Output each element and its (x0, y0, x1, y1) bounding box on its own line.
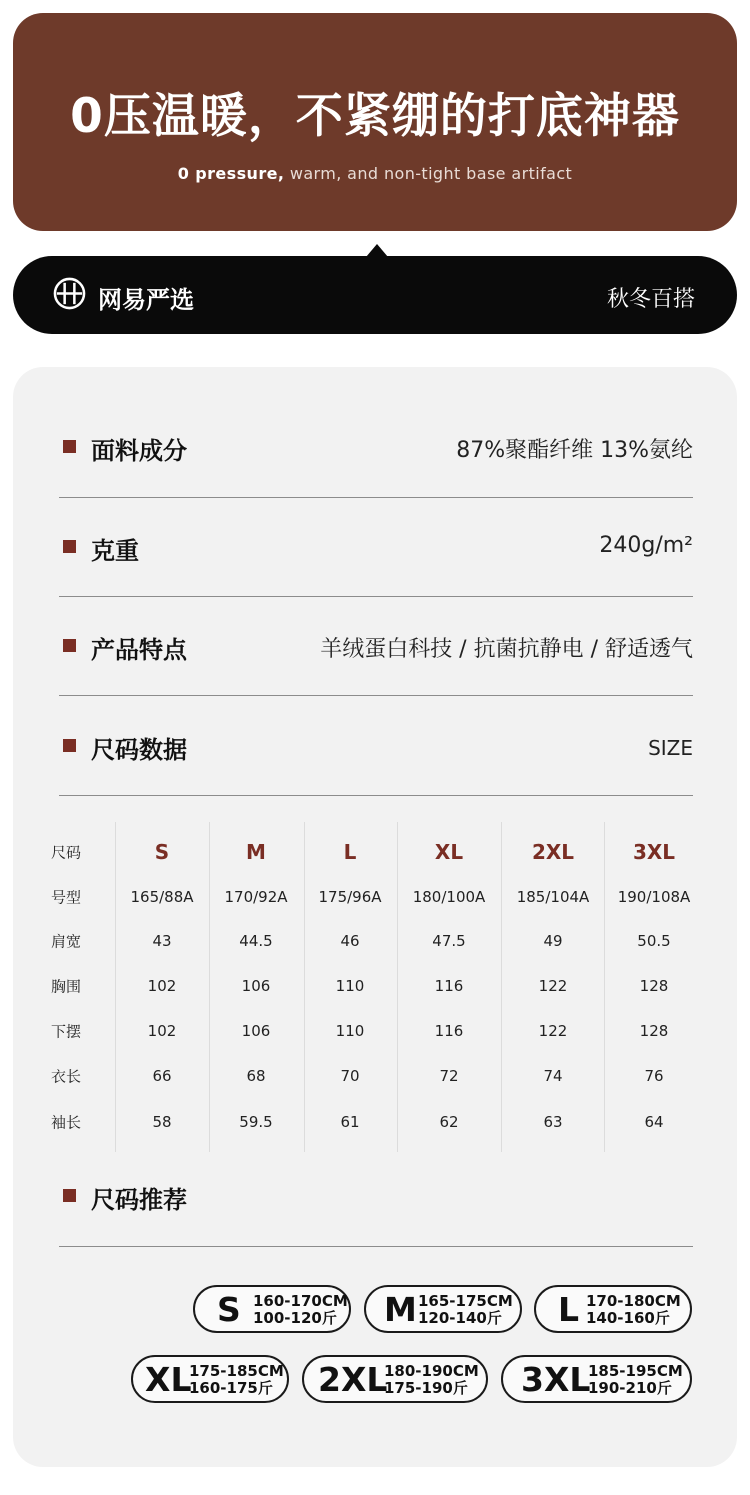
table-cell: 70 (340, 1067, 360, 1085)
pill-weight: 100-120斤 (253, 1309, 337, 1327)
pill-size: L (558, 1290, 580, 1329)
size-pill-m (364, 1285, 522, 1333)
table-row-label: 肩宽 (50, 932, 82, 951)
table-cell: 110 (335, 977, 365, 995)
table-cell: 50.5 (637, 932, 671, 950)
divider (59, 1246, 693, 1247)
table-cell: 165/88A (130, 888, 194, 906)
table-cell: 43 (152, 932, 172, 950)
table-cell: 76 (644, 1067, 664, 1085)
table-cell: 185/104A (516, 888, 590, 906)
divider (59, 795, 693, 796)
table-cell: 61 (340, 1113, 360, 1131)
divider (59, 695, 693, 696)
table-cell: 46 (340, 932, 360, 950)
banner-subtitle-rest: warm, and non-tight base artifact (284, 164, 573, 183)
table-size-header: 2XL (531, 840, 575, 864)
table-cell: 49 (543, 932, 563, 950)
table-cell: 59.5 (239, 1113, 273, 1131)
pill-weight: 175-190斤 (384, 1379, 468, 1397)
table-cell: 110 (335, 1022, 365, 1040)
table-size-header: XL (434, 840, 464, 864)
pill-weight: 140-160斤 (586, 1309, 670, 1327)
divider (59, 596, 693, 597)
table-column-separator (304, 822, 305, 1152)
brand-bar (13, 256, 737, 334)
table-cell: 180/100A (412, 888, 486, 906)
table-cell: 190/108A (617, 888, 691, 906)
table-cell: 128 (639, 977, 669, 995)
pill-size: S (217, 1290, 241, 1329)
table-row-label: 号型 (50, 888, 82, 907)
size-pill-3xl (501, 1355, 692, 1403)
size-pill-l (534, 1285, 692, 1333)
table-cell: 64 (644, 1113, 664, 1131)
banner-title: 0压温暖，不紧绷的打底神器 (70, 89, 680, 144)
fabric-label: 面料成分 (91, 431, 187, 466)
table-cell: 128 (639, 1022, 669, 1040)
size-data-label: 尺码数据 (91, 730, 187, 765)
table-cell: 62 (439, 1113, 459, 1131)
pill-size: M (384, 1290, 417, 1329)
header-banner (13, 13, 737, 231)
table-row-label: 胸围 (50, 977, 82, 996)
divider (59, 497, 693, 498)
table-cell: 122 (538, 977, 568, 995)
size-recommend-label: 尺码推荐 (91, 1180, 187, 1215)
table-cell: 106 (241, 1022, 271, 1040)
table-column-separator (604, 822, 605, 1152)
table-row-label: 袖长 (50, 1113, 82, 1132)
table-cell: 58 (152, 1113, 172, 1131)
feature-value: 羊绒蛋白科技 / 抗菌抗静电 / 舒适透气 (320, 637, 693, 662)
pill-weight: 160-175斤 (189, 1379, 273, 1397)
table-cell: 47.5 (432, 932, 466, 950)
pill-size: 3XL (521, 1360, 591, 1399)
pill-height: 160-170CM (253, 1292, 348, 1310)
table-header-label: 尺码 (50, 843, 82, 862)
size-pill-2xl (302, 1355, 488, 1403)
pill-height: 170-180CM (586, 1292, 681, 1310)
table-cell: 122 (538, 1022, 568, 1040)
table-size-header: L (343, 840, 357, 864)
pill-height: 185-195CM (588, 1362, 683, 1380)
weight-label: 克重 (91, 531, 139, 566)
pill-weight: 190-210斤 (588, 1379, 672, 1397)
table-cell: 63 (543, 1113, 563, 1131)
table-row-label: 衣长 (50, 1067, 82, 1086)
size-data-value: SIZE (648, 736, 693, 760)
brand-logo-icon (53, 277, 86, 310)
table-column-separator (501, 822, 502, 1152)
brand-name: 网易严选 (98, 286, 194, 314)
table-cell: 68 (246, 1067, 266, 1085)
table-column-separator (209, 822, 210, 1152)
banner-subtitle-bold: 0 pressure, (177, 164, 285, 183)
table-cell: 175/96A (318, 888, 382, 906)
table-column-separator (397, 822, 398, 1152)
size-pill-xl (131, 1355, 289, 1403)
banner-subtitle (13, 164, 737, 183)
pill-height: 180-190CM (384, 1362, 479, 1380)
table-cell: 106 (241, 977, 271, 995)
table-cell: 102 (147, 977, 177, 995)
pill-weight: 120-140斤 (418, 1309, 502, 1327)
spec-card (13, 367, 737, 1467)
feature-label: 产品特点 (91, 630, 187, 665)
brand-tag: 秋冬百搭 (606, 287, 695, 312)
table-cell: 72 (439, 1067, 459, 1085)
table-size-header: M (246, 840, 266, 864)
size-pill-s (193, 1285, 351, 1333)
table-row-label: 下摆 (50, 1022, 82, 1041)
table-cell: 74 (543, 1067, 563, 1085)
table-cell: 44.5 (239, 932, 273, 950)
table-cell: 102 (147, 1022, 177, 1040)
pill-height: 165-175CM (418, 1292, 513, 1310)
table-cell: 116 (434, 977, 464, 995)
table-cell: 170/92A (224, 888, 288, 906)
weight-value: 240g/m² (599, 533, 693, 558)
table-column-separator (115, 822, 116, 1152)
pill-size: 2XL (318, 1360, 388, 1399)
pill-height: 175-185CM (189, 1362, 284, 1380)
table-cell: 116 (434, 1022, 464, 1040)
table-size-header: S (154, 840, 170, 864)
pill-size: XL (145, 1360, 192, 1399)
fabric-value: 87%聚酯纤维 13%氨纶 (456, 438, 693, 463)
table-cell: 66 (152, 1067, 172, 1085)
table-size-header: 3XL (632, 840, 676, 864)
